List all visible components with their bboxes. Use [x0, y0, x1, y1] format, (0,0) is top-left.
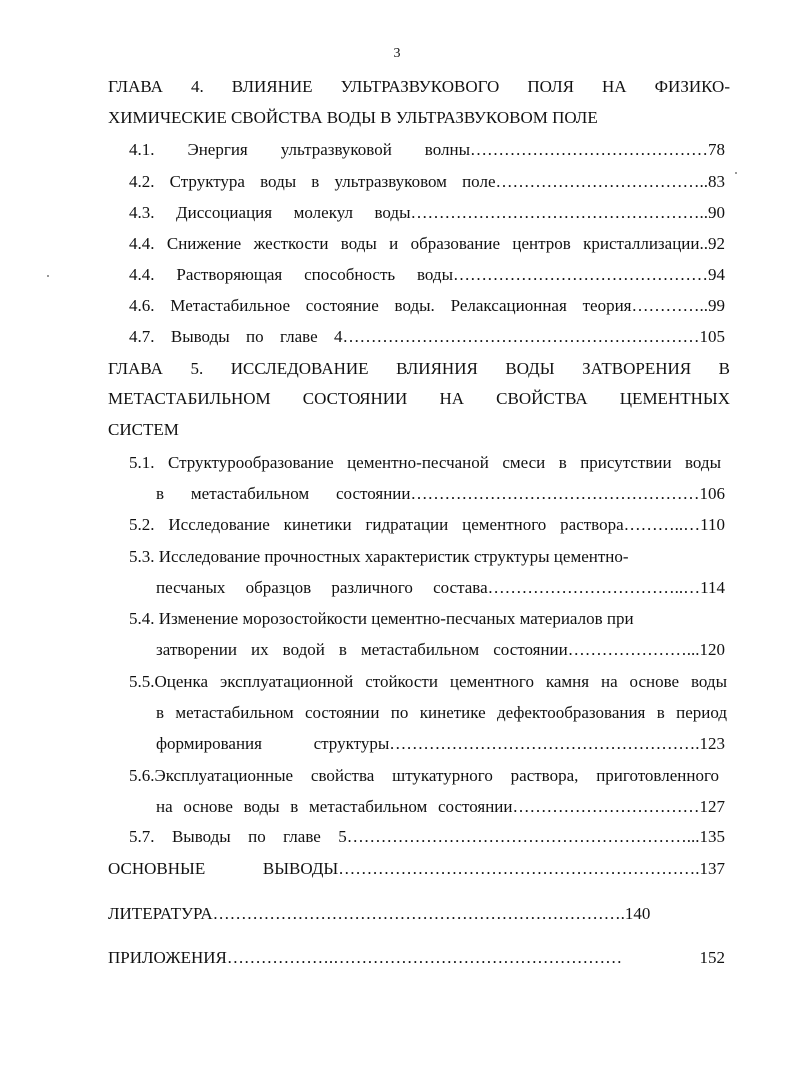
toc-entry-4-2: 4.2. Структура воды в ультразвуковом поле………………………………..83 [129, 172, 725, 191]
toc-entry-5-3-line-2: песчаных образцов различного состава……………………………..…114 [156, 578, 725, 597]
toc-entry-4-1: 4.1. Энергия ультразвуковой волны……………………………………78 [129, 140, 725, 159]
chapter-5-heading-line-2: МЕТАСТАБИЛЬНОМ СОСТОЯНИИ НА СВОЙСТВА ЦЕМЕНТНЫХ [108, 389, 730, 408]
chapter-4-heading-line-1: ГЛАВА 4. ВЛИЯНИЕ УЛЬТРАЗВУКОВОГО ПОЛЯ НА ФИЗИКО- [108, 77, 730, 96]
chapter-5-heading-line-1: ГЛАВА 5. ИССЛЕДОВАНИЕ ВЛИЯНИЯ ВОДЫ ЗАТВОРЕНИЯ В [108, 359, 730, 378]
toc-entry-4-4-hardness: 4.4. Снижение жесткости воды и образование центров кристаллизации..92 [129, 234, 725, 253]
toc-entry-5-2: 5.2. Исследование кинетики гидратации цементного раствора………..…110 [129, 515, 725, 534]
toc-entry-5-5-line-1: 5.5.Оценка эксплуатационной стойкости цементного камня на основе воды [129, 672, 727, 691]
toc-entry-4-6: 4.6. Метастабильное состояние воды. Релаксационная теория…………..99 [129, 296, 725, 315]
scan-speck [47, 275, 49, 277]
toc-entry-5-5-line-2: в метастабильном состоянии по кинетике дефектообразования в период [156, 703, 727, 722]
toc-entry-5-4-line-2: затворении их водой в метастабильном состоянии…………………...120 [156, 640, 725, 659]
toc-entry-5-5-line-3: формирования структуры……………………………………………….123 [156, 734, 725, 753]
toc-entry-5-4-line-1: 5.4. Изменение морозостойкости цементно-песчаных материалов при [129, 609, 634, 628]
toc-entry-4-4-solvency: 4.4. Растворяющая способность воды………………………………………94 [129, 265, 725, 284]
toc-entry-5-7: 5.7. Выводы по главе 5……………………………………………………...135 [129, 827, 725, 846]
scan-speck [735, 172, 737, 174]
toc-entry-appendices: ПРИЛОЖЕНИЯ……………….…………………………………………… 152 [108, 948, 725, 967]
toc-entry-5-6-line-2: на основе воды в метастабильном состоянии……………………………127 [156, 797, 725, 816]
toc-entry-5-6-line-1: 5.6.Эксплуатационные свойства штукатурного раствора, приготовленного [129, 766, 719, 785]
chapter-4-heading-line-2: ХИМИЧЕСКИЕ СВОЙСТВА ВОДЫ В УЛЬТРАЗВУКОВОМ ПОЛЕ [108, 108, 598, 127]
toc-entry-5-3-line-1: 5.3. Исследование прочностных характеристик структуры цементно- [129, 547, 629, 566]
toc-entry-5-1-line-2: в метастабильном состоянии……………………………………………106 [156, 484, 725, 503]
toc-entry-main-conclusions: ОСНОВНЫЕ ВЫВОДЫ……………………………………………………….137 [108, 859, 725, 878]
page-number: 3 [393, 46, 401, 61]
toc-entry-5-1-line-1: 5.1. Структурообразование цементно-песчаной смеси в присутствии воды [129, 453, 721, 472]
chapter-5-heading-line-3: СИСТЕМ [108, 420, 179, 439]
toc-entry-4-3: 4.3. Диссоциация молекул воды……………………………………………..90 [129, 203, 725, 222]
toc-entry-literature: ЛИТЕРАТУРА……………………………………………………………….140 [108, 904, 651, 923]
toc-entry-4-7: 4.7. Выводы по главе 4………………………………………………………105 [129, 327, 725, 346]
